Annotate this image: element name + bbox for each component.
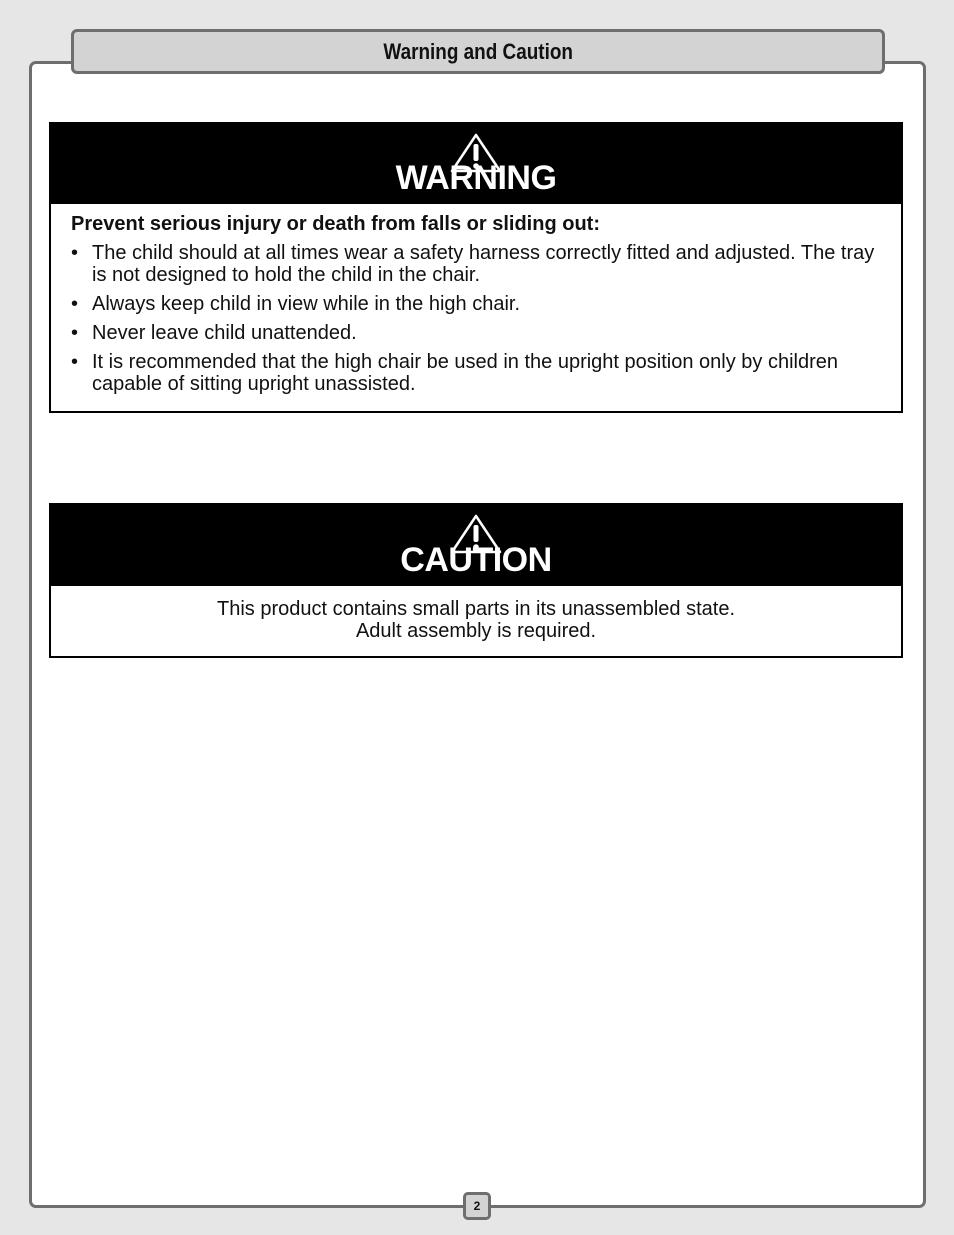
warning-lead: Prevent serious injury or death from falls or sliding out:	[71, 213, 600, 235]
caution-header	[51, 505, 901, 586]
warning-header	[51, 124, 901, 204]
list-item: • It is recommended that the high chair be used in the upright position only by children capable of sitting upright unassisted.	[71, 351, 881, 395]
list-item: • The child should at all times wear a safety harness correctly fitted and adjusted. The tray is not designed to hold the child in the chair.	[71, 242, 881, 286]
caution-body	[51, 586, 901, 642]
caution-title: CAUTION	[400, 541, 552, 579]
page-number: 2	[463, 1192, 491, 1220]
warning-list	[71, 242, 881, 395]
warning-box	[49, 122, 903, 413]
list-item: • Never leave child unattended.	[71, 322, 881, 344]
section-header-tab	[71, 29, 885, 74]
caution-line: This product contains small parts in its unassembled state.	[216, 598, 736, 620]
list-item: • Always keep child in view while in the high chair.	[71, 293, 881, 315]
section-title: Warning and Caution	[383, 38, 573, 64]
caution-line: Adult assembly is required.	[355, 620, 597, 642]
warning-body	[51, 204, 901, 395]
warning-title: WARNING	[395, 159, 557, 197]
caution-box	[49, 503, 903, 658]
